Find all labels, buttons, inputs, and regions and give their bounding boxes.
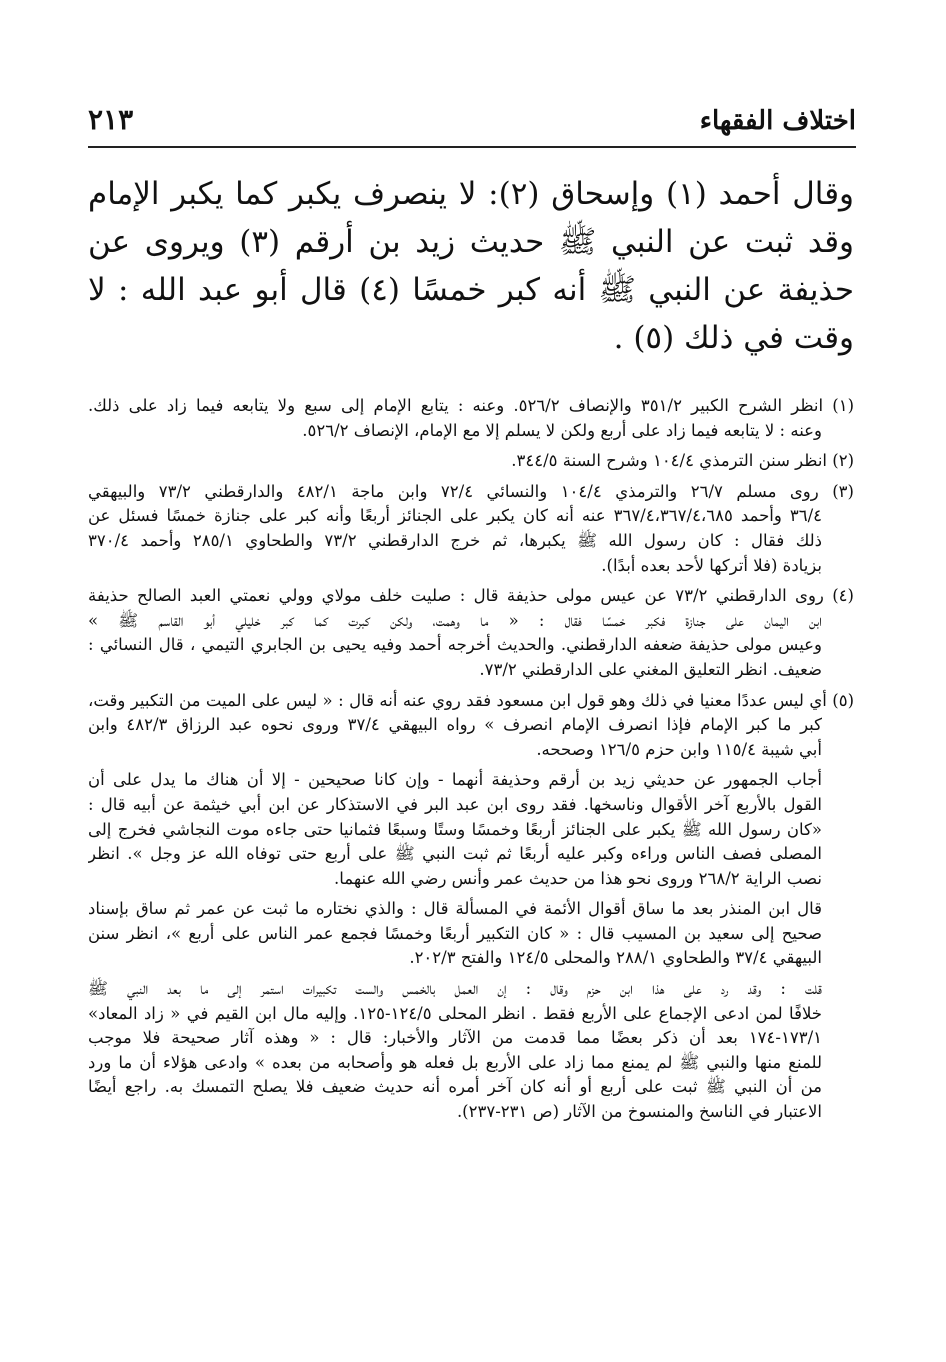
running-title: اختلاف الفقهاء xyxy=(699,106,856,136)
footnote-line: ذلك فقال : كان رسول الله ﷺ يكبرها، ثم خرج الدارقطني ٧٣/٢ والطحاوي ٢٨٥/١ وأحمد ٣٧٠/٤ xyxy=(88,530,822,550)
footnote-line: ١٧٣/١-١٧٤ بعد أن ذكر بعضًا مما قدمت من الآثار والأخبار: قال : « وهذه آثار صحيحة فلا موجب xyxy=(88,1028,822,1048)
footnote-line: أبي شيبة ١١٥/٤ وابن حزم ١٢٦/٥ وصححه. xyxy=(536,739,822,759)
footnote-line: من أن النبي ﷺ ثبت على أربع أو أنه كان آخر أمره أنه حديث ضعيف فلا يصلح التمسك به. راجع أيضًا xyxy=(88,1077,822,1097)
footnote xyxy=(88,449,854,474)
footnote-line: بزيادة (فلا أتركها لأحد بعده أبدًا). xyxy=(601,555,822,575)
footnote-line: أجاب الجمهور عن حديثي زيد بن أرقم وحذيفة أنهما - وإن كانا صحيحين - إلا أن هناك ما يدل على أن xyxy=(88,770,822,790)
main-text-line: حذيفة عن النبي ﷺ أنه كبر خمسًا (٤) قال أبو عبد الله : لا xyxy=(88,272,854,308)
footnote-line: صحيح إلى سعيد بن المسيب قال : « كان التكبير أربعًا وخمسًا فجمع عمر الناس على أربع »، انظر سنن xyxy=(88,923,822,943)
footnote-line: المصلى فصف الناس وراءه وكبر عليه أربعًا ثم ثبت النبي ﷺ على أربع حتى توفاه الله عز وجل ». انظر xyxy=(88,844,822,864)
page-header xyxy=(88,92,856,136)
main-text-line: وقال أحمد (١) وإسحاق (٢): لا ينصرف يكبر كما يكبر الإمام xyxy=(88,176,854,212)
footnotes xyxy=(88,394,854,1131)
footnote xyxy=(88,480,854,578)
footnote-line: نصب الراية ٢٦٨/٢ وروى نحو هذا من حديث عمر وأنس رضي الله عنهما. xyxy=(334,868,822,888)
footnote-line: (٢) انظر سنن الترمذي ١٠٤/٤ وشرح السنة ٣٤٤/٥. xyxy=(511,451,854,471)
footnote-line: (٤) روى الدارقطني ٧٣/٢ عن عيس مولى حذيفة قال : صليت خلف مولاي وولي نعمتي العبد الصالح حذيفة xyxy=(88,586,854,606)
main-text xyxy=(88,170,854,362)
footnote-line: (٥) أي ليس عددًا معنيا في ذلك وهو قول ابن مسعود فقد روي عنه أنه قال : « ليس على الميت من التكبير وقت، xyxy=(88,690,854,710)
footnote-line: وعيس مولى حذيفة ضعفه الدارقطني. والحديث أخرجه أحمد وفيه يحيى بن الجابري التيمي ، قال النسائي : xyxy=(88,635,822,655)
footnote-line: للمنع منها والنبي ﷺ لم يمنع مما زاد على الأربع بل فعله هو وأصحابه من بعده » وادعى هؤلاء أن ما ورد xyxy=(88,1052,822,1072)
footnote-line: قال ابن المنذر بعد ما ساق أقوال الأئمة في المسألة قال : والذي نختاره ما ثبت عن عمر ثم ساق بإسناد xyxy=(88,899,822,919)
footnote xyxy=(88,394,854,443)
page-number: ٢١٣ xyxy=(88,103,134,136)
footnote-line: القول بالأربع آخر الأقوال وناسخها. فقد روى ابن عبد البر في الاستذكار عن ابن أبي خيثمة عن أبيه قال : xyxy=(88,794,822,814)
footnote-line: ٣٦/٤ وأحمد ٣٦٧/٤،٣٦٧/٤،٦٨٥ عنه أنه كان يكبر على الجنائز أربعًا وأنه كبر على جنازة خمسًا فسئل عن xyxy=(88,506,822,526)
footnote-line: ضعيف. انظر التعليق المغني على الدارقطني ٧٣/٢. xyxy=(479,659,822,679)
main-text-line: وقت في ذلك (٥) . xyxy=(613,320,854,356)
main-text-line: وقد ثبت عن النبي ﷺ حديث زيد بن أرقم (٣) ويروى عن xyxy=(88,224,854,260)
footnote-line: (٣) روى مسلم ٢٦/٧ والترمذي ١٠٤/٤ والنسائي ٧٢/٤ وابن ماجة ٤٨٢/١ والدارقطني ٧٣/٢ والبيهقي xyxy=(88,481,854,501)
footnote-line: قلت : وقد رد على هذا ابن حزم وقال : إن العمل بالخمس والست تكبيرات استمر إلى ما بعد النبي ﷺ xyxy=(88,979,822,999)
footnote-line: ابن اليمان على جنازة فكبر خمسًا فقال : « ما وهمت، ولكن كبرت كما كبر خليلي أبو القاسم ﷺ » xyxy=(88,610,822,630)
footnote xyxy=(88,584,854,682)
footnote-line: «كان رسول الله ﷺ يكبر على الجنائز أربعًا وخمسًا وستًا وسبعًا فثمانيا حتى جاءه موت النجاشي فخرج إلى xyxy=(88,819,822,839)
footnote-line: خلافًا لمن ادعى الإجماع على الأربع فقط . انظر المحلى ١٢٤/٥-١٢٥. وإليه مال ابن القيم في « زاد المعاد» xyxy=(88,1003,822,1023)
footnote-line: البيهقي ٣٧/٤ والطحاوي ٢٨٨/١ والمحلى ١٢٤/٥ والفتح ٢٠٢/٣. xyxy=(409,948,822,968)
footnote-line: الاعتبار في الناسخ والمنسوخ من الآثار (ص ٢٣١-٢٣٧). xyxy=(456,1102,822,1122)
footnote xyxy=(88,897,854,971)
header-rule xyxy=(88,146,856,148)
footnote xyxy=(88,768,854,891)
footnote-line: كبر ما كبر الإمام فإذا انصرف الإمام انصرف » رواه البيهقي ٣٧/٤ وروى نحوه عبد الرزاق ٤٨٢/٣ وابن xyxy=(88,715,823,735)
footnote xyxy=(88,689,854,763)
footnote xyxy=(88,977,854,1125)
footnote-line: وعنه : لا يتابعه فيما زاد على أربع ولكن لا يسلم إلا مع الإمام، الإنصاف ٥٢٦/٢. xyxy=(302,420,822,440)
footnote-line: (١) انظر الشرح الكبير ٣٥١/٢ والإنصاف ٥٢٦/٢. وعنه : يتابع الإمام إلى سبع ولا يتابعه فيما زاد على ذلك. xyxy=(88,396,854,415)
